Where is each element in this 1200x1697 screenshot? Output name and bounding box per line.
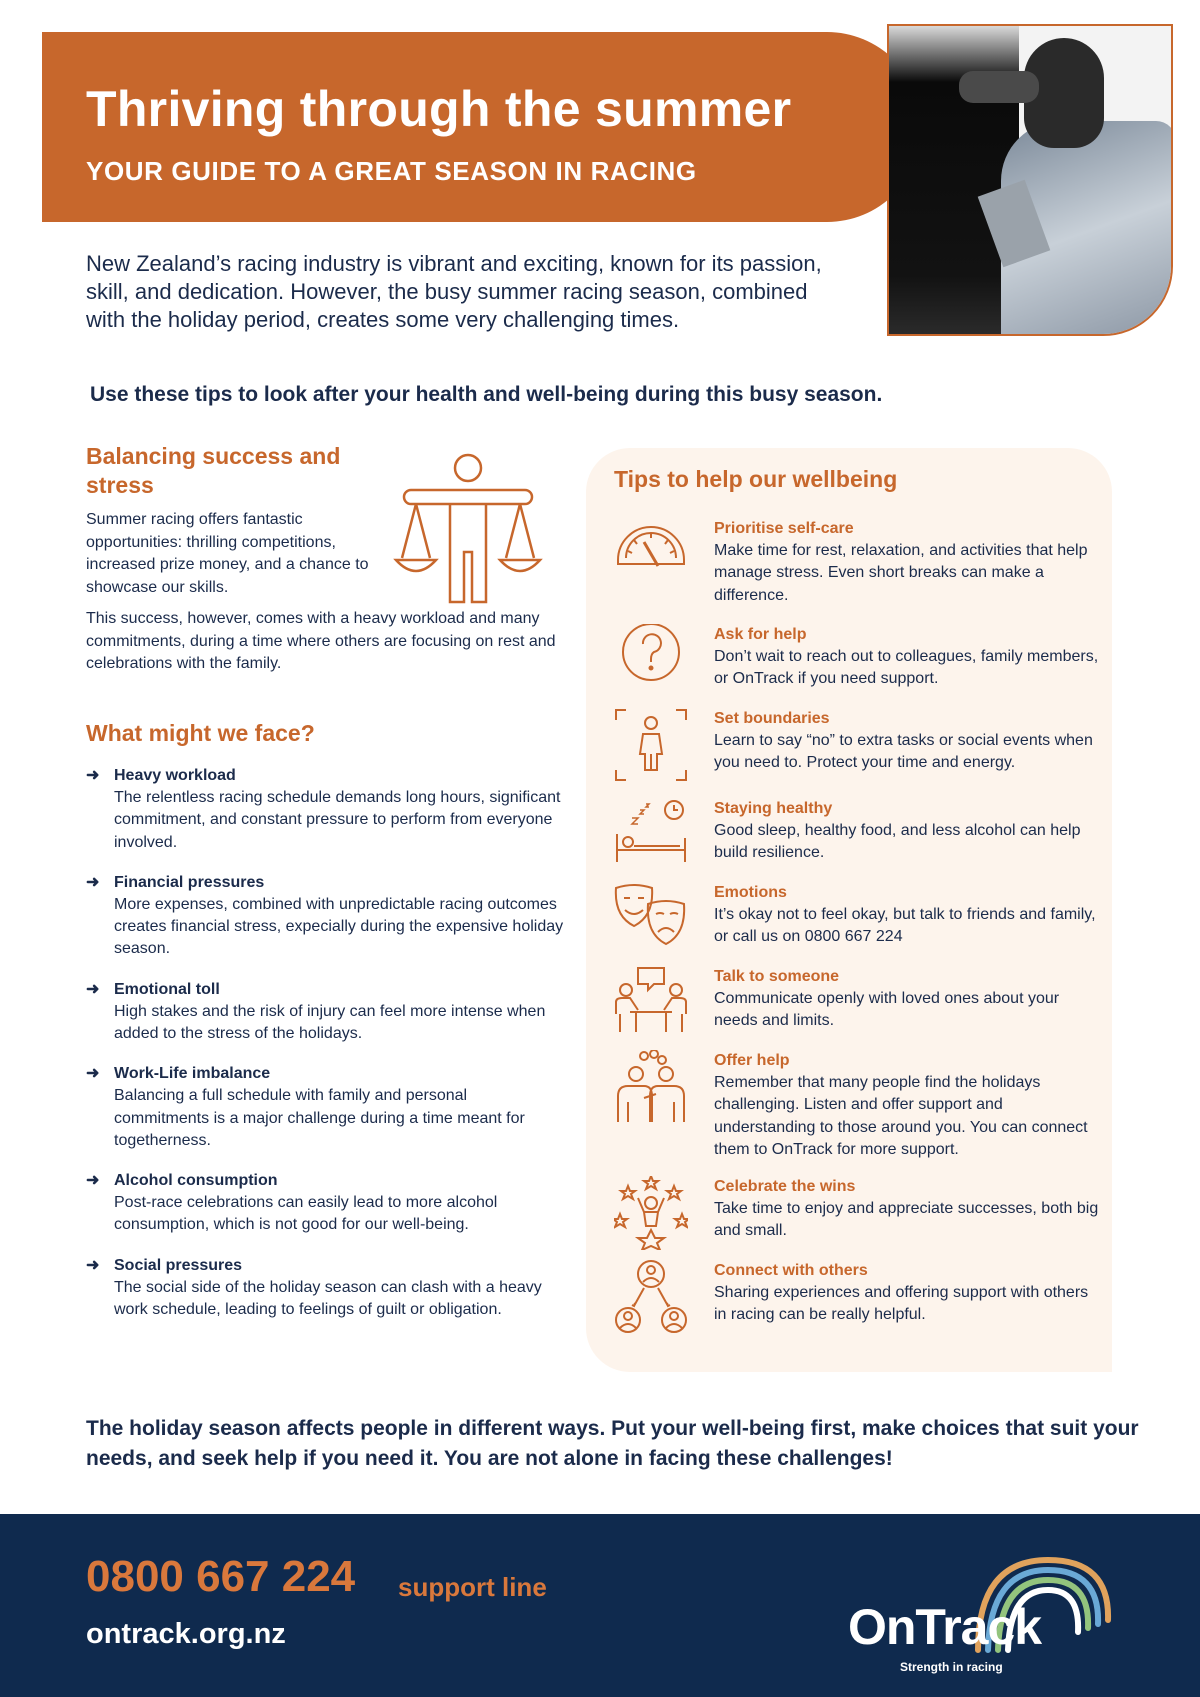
- arrow-icon: ➜: [86, 980, 100, 998]
- tip-text: Make time for rest, relaxation, and activities that help manage stress. Even short breaks can make a difference.: [714, 542, 1088, 604]
- theatre-masks-icon: [614, 882, 688, 956]
- conversation-icon: [614, 966, 688, 1040]
- intro-paragraph: New Zealand’s racing industry is vibrant and exciting, known for its passion, skill, and dedication. However, the busy summer racing season, combined with the holiday period, creates some very challenging times.: [86, 251, 822, 332]
- challenges-list: [86, 765, 566, 1339]
- wellbeing-heading: Tips to help our wellbeing: [614, 466, 898, 492]
- item-text: High stakes and the risk of injury can feel more intense when added to the stress of the holidays.: [114, 1002, 546, 1043]
- support-line-label: support line: [398, 1572, 547, 1602]
- item-title: Alcohol consumption: [114, 1172, 278, 1190]
- tip-title: Ask for help: [714, 626, 807, 643]
- celebrate-stars-icon: [614, 1176, 688, 1250]
- list-item: [86, 979, 566, 1046]
- item-title: Work-Life imbalance: [114, 1065, 271, 1083]
- race-caller-photo: [887, 24, 1173, 336]
- footer: [0, 1514, 1200, 1697]
- tip-text: Don’t wait to reach out to colleagues, family members, or OnTrack if you need support.: [714, 648, 1099, 688]
- tip-title: Emotions: [714, 884, 787, 901]
- list-item: [86, 765, 566, 854]
- ontrack-logo: [848, 1540, 1118, 1680]
- arrow-icon: ➜: [86, 767, 100, 784]
- item-text: Post-race celebrations can easily lead to more alcohol consumption, which is not good for our well-being.: [114, 1194, 498, 1234]
- boundary-person-icon: [614, 708, 688, 782]
- logo-tagline: Strength in racing: [900, 1660, 1003, 1674]
- tip-text: Good sleep, healthy food, and less alcohol can help build resilience.: [714, 822, 1081, 862]
- tip-text: It’s okay not to feel okay, but talk to friends and family, or call us on 0800 667 224: [714, 906, 1096, 946]
- balance-scales-icon: [388, 452, 548, 612]
- tip-title: Staying healthy: [714, 800, 833, 817]
- item-text: More expenses, combined with unpredictable racing outcomes creates financial stress, expecially during the expensive holiday season.: [114, 896, 564, 958]
- question-icon: [614, 624, 688, 698]
- page-subtitle: YOUR GUIDE TO A GREAT SEASON IN RACING: [86, 156, 697, 186]
- network-people-icon: [614, 1260, 688, 1334]
- sleep-bed-icon: [614, 798, 688, 872]
- tip-title: Offer help: [714, 1052, 790, 1069]
- tip-title: Connect with others: [714, 1262, 868, 1279]
- balancing-paragraph-1: Summer racing offers fantastic opportunities: thrilling competitions, increased prize money, and a chance to showcase our skills.: [86, 511, 369, 596]
- item-title: Emotional toll: [114, 980, 220, 998]
- item-title: Social pressures: [114, 1256, 243, 1274]
- page-title: Thriving through the summer: [86, 81, 792, 137]
- arrow-icon: ➜: [86, 1172, 100, 1190]
- item-text: The social side of the holiday season can clash with a heavy work schedule, leading to feelings of guilt or obligation.: [114, 1278, 542, 1319]
- tip-text: Sharing experiences and offering support with others in racing can be really helpful.: [714, 1284, 1089, 1324]
- item-title: Financial pressures: [114, 873, 265, 891]
- item-text: The relentless racing schedule demands long hours, significant commitment, and constant pressure to perform from everyone involved.: [114, 789, 561, 851]
- item-title: Heavy workload: [114, 767, 236, 784]
- closing-message: The holiday season affects people in different ways. Put your well-being first, make choices that suit your needs, and seek help if you need it. You are not alone in facing these challenges!: [86, 1417, 1139, 1470]
- tip-title: Prioritise self-care: [714, 520, 854, 537]
- header-banner: [42, 32, 922, 222]
- arrow-icon: ➜: [86, 1256, 100, 1274]
- logo-wordmark: OnTrack: [848, 1599, 1042, 1655]
- list-item: [86, 1255, 566, 1322]
- tip-text: Take time to enjoy and appreciate successes, both big and small.: [714, 1200, 1099, 1240]
- list-item: [86, 1170, 566, 1237]
- balancing-paragraph-2: This success, however, comes with a heavy workload and many commitments, during a time where others are focusing on rest and celebrations with the family.: [86, 610, 556, 672]
- balancing-heading: Balancing success and stress: [86, 443, 341, 498]
- tip-title: Talk to someone: [714, 968, 840, 985]
- website-link[interactable]: ontrack.org.nz: [86, 1618, 286, 1650]
- arrow-icon: ➜: [86, 1065, 100, 1083]
- tip-title: Celebrate the wins: [714, 1178, 856, 1195]
- tip-text: Learn to say “no” to extra tasks or social events when you need to. Protect your time and energy.: [714, 732, 1093, 772]
- tip-text: Remember that many people find the holidays challenging. Listen and offer support and understanding to those around you. You can connect them to OnTrack for more support.: [714, 1074, 1088, 1158]
- tips-intro-line: Use these tips to look after your health and well-being during this busy season.: [90, 383, 883, 406]
- tip-title: Set boundaries: [714, 710, 830, 727]
- support-people-icon: [614, 1050, 688, 1124]
- item-text: Balancing a full schedule with family and personal commitments is a major challenge during a time meant for togetherness.: [114, 1087, 525, 1149]
- gauge-icon: [614, 518, 688, 592]
- list-item: [86, 1063, 566, 1152]
- arrow-icon: ➜: [86, 873, 100, 891]
- tip-text: Communicate openly with loved ones about your needs and limits.: [714, 990, 1060, 1030]
- support-phone[interactable]: 0800 667 224: [86, 1552, 356, 1601]
- list-item: [86, 872, 566, 961]
- face-heading: What might we face?: [86, 720, 315, 746]
